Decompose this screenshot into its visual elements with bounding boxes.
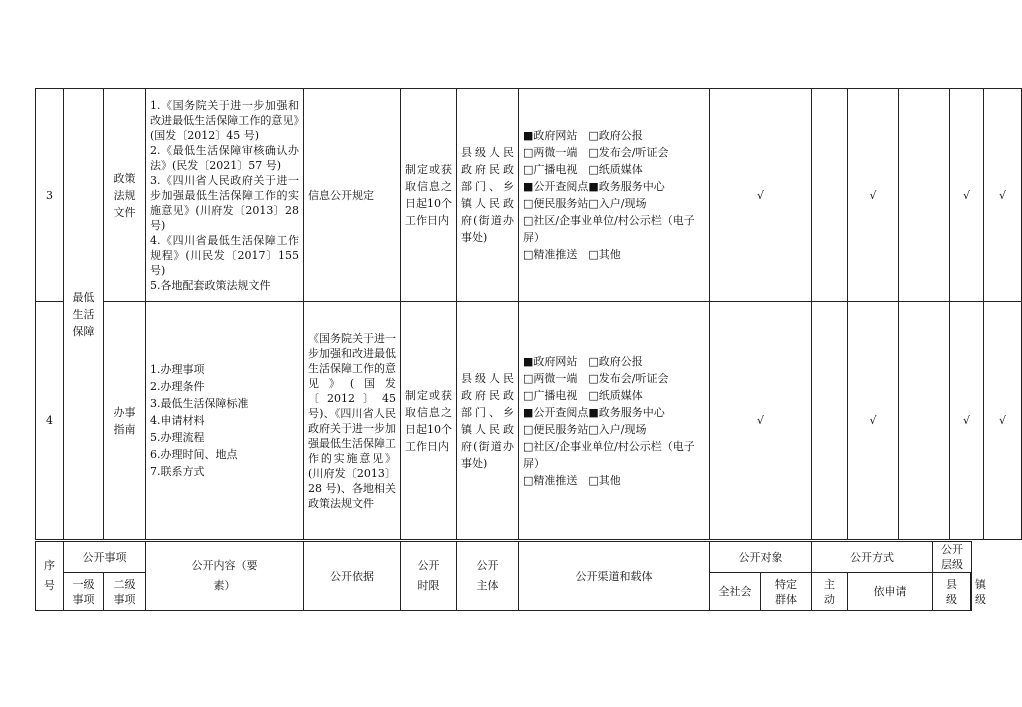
header-channels: 公开渠道和载体: [519, 542, 710, 611]
header-all-society: 全社会: [710, 573, 761, 611]
row-number: 4: [36, 302, 64, 540]
on-request-check: [899, 302, 950, 540]
channel-line: □社区/企事业单位/村公示栏（电子屏）: [523, 214, 695, 244]
county-level-check: √: [950, 302, 984, 540]
header-level1: [64, 573, 104, 611]
specific-group-check: [812, 89, 848, 302]
disclosure-table-header: [35, 541, 986, 611]
content-line: 2.《最低生活保障审核确认办法》(民发〔2021〕57 号): [150, 143, 299, 172]
content-line: 3.《四川省人民政府关于进一步加强最低生活保障工作的实施意见》(川府发〔2013〕28 号): [150, 173, 299, 232]
active-check: √: [848, 302, 899, 540]
header-on-request: 依申请: [848, 573, 933, 611]
specific-group-check: [812, 302, 848, 540]
header-town: [971, 573, 986, 611]
content-line: 4.申请材料: [150, 414, 205, 427]
level2-item: [104, 302, 146, 540]
content-list: [146, 89, 304, 302]
header-item: 公开事项: [64, 542, 146, 573]
header-active-text: 主动: [824, 577, 835, 606]
content-line: 1.《国务院关于进一步加强和改进最低生活保障工作的意见》(国发〔2012〕45 号): [150, 98, 299, 142]
header-content: [146, 542, 304, 611]
level2-item: [104, 89, 146, 302]
county-level-check: √: [950, 89, 984, 302]
subject-text: 县级人民政府民政部门、乡镇人民政府(街道办事处): [457, 89, 519, 302]
header-active: [812, 573, 848, 611]
header-specific-text: 特定群体: [775, 577, 797, 606]
on-request-check: [899, 89, 950, 302]
content-line: 6.办理时间、地点: [150, 448, 238, 461]
content-line: 4.《四川省最低生活保障工作规程》(川民发〔2017〕155 号): [150, 233, 299, 277]
table-row-4: [36, 302, 1022, 540]
channel-line: □便民服务站□入户/现场: [523, 197, 647, 210]
channel-line: □精准推送 □其他: [523, 473, 621, 487]
header-target: 公开对象: [710, 542, 812, 573]
level1-category: [64, 89, 104, 540]
header-subject-text: 公开主体: [476, 559, 499, 592]
town-level-check: √: [984, 89, 1022, 302]
channel-line: ■公开查阅点■政务服务中心: [523, 180, 665, 193]
header-no: [36, 542, 64, 611]
subject-text: 县级人民政府民政部门、乡镇人民政府(街道办事处): [457, 302, 519, 540]
channel-list: [519, 89, 710, 302]
active-check: √: [848, 89, 899, 302]
level2-item-text: 政策法规文件: [113, 171, 136, 219]
header-level: 公开层级: [933, 542, 972, 573]
all-society-check: √: [710, 89, 812, 302]
row-number: 3: [36, 89, 64, 302]
channel-line: □社区/企事业单位/村公示栏（电子屏）: [523, 439, 695, 470]
header-level1-text: 一级事项: [72, 577, 95, 606]
header-town-text: 镇级: [975, 577, 986, 606]
content-line: 1.办理事项: [150, 363, 205, 376]
time-limit: 制定或获取信息之日起10个工作日内: [401, 89, 457, 302]
channel-list: [519, 302, 710, 540]
header-subject: [457, 542, 519, 611]
level1-category-text: 最低生活保障: [72, 290, 95, 338]
town-level-check: √: [984, 302, 1022, 540]
time-limit: 制定或获取信息之日起10个工作日内: [401, 302, 457, 540]
basis-text: 信息公开规定: [304, 89, 401, 302]
content-line: 2.办理条件: [150, 380, 205, 393]
content-line: 7.联系方式: [150, 465, 205, 478]
table-row-3: [36, 89, 1022, 302]
basis-text: 《国务院关于进一步加强和改进最低生活保障工作的意见》(国发〔2012〕45 号)、《四川省人民政府关于进一步加强最低生活保障工作的实施意见》(川府发〔2013〕28 号)、各地相关政策法规文件: [304, 302, 401, 540]
channel-line: ■公开查阅点■政务服务中心: [523, 405, 665, 419]
channel-line: □两微一端 □发布会/听证会: [523, 146, 669, 159]
disclosure-table-body: [35, 88, 1022, 540]
channel-line: □精准推送 □其他: [523, 248, 621, 261]
channel-line: □广播电视 □纸质媒体: [523, 163, 643, 176]
content-line: 5.办理流程: [150, 431, 205, 444]
content-line: 5.各地配套政策法规文件: [150, 278, 271, 292]
content-list: [146, 302, 304, 540]
header-method: 公开方式: [812, 542, 933, 573]
header-limit: [401, 542, 457, 611]
channel-line: ■政府网站 □政府公报: [523, 129, 643, 142]
header-content-text: 公开内容（要素）: [191, 559, 258, 592]
header-no-text: 序号: [44, 559, 55, 592]
header-level2: [104, 573, 146, 611]
header-limit-text: 公开时限: [417, 559, 440, 592]
content-line: 3.最低生活保障标准: [150, 397, 249, 410]
all-society-check: √: [710, 302, 812, 540]
header-specific: [761, 573, 812, 611]
channel-line: ■政府网站 □政府公报: [523, 354, 643, 368]
channel-line: □两微一端 □发布会/听证会: [523, 371, 669, 385]
channel-line: □广播电视 □纸质媒体: [523, 388, 643, 402]
channel-line: □便民服务站□入户/现场: [523, 422, 647, 436]
header-level2-text: 二级事项: [113, 577, 136, 606]
header-county-text: 县级: [946, 577, 957, 606]
header-basis: 公开依据: [304, 542, 401, 611]
level2-item-text: 办事指南: [113, 405, 136, 436]
header-county: [933, 573, 971, 611]
